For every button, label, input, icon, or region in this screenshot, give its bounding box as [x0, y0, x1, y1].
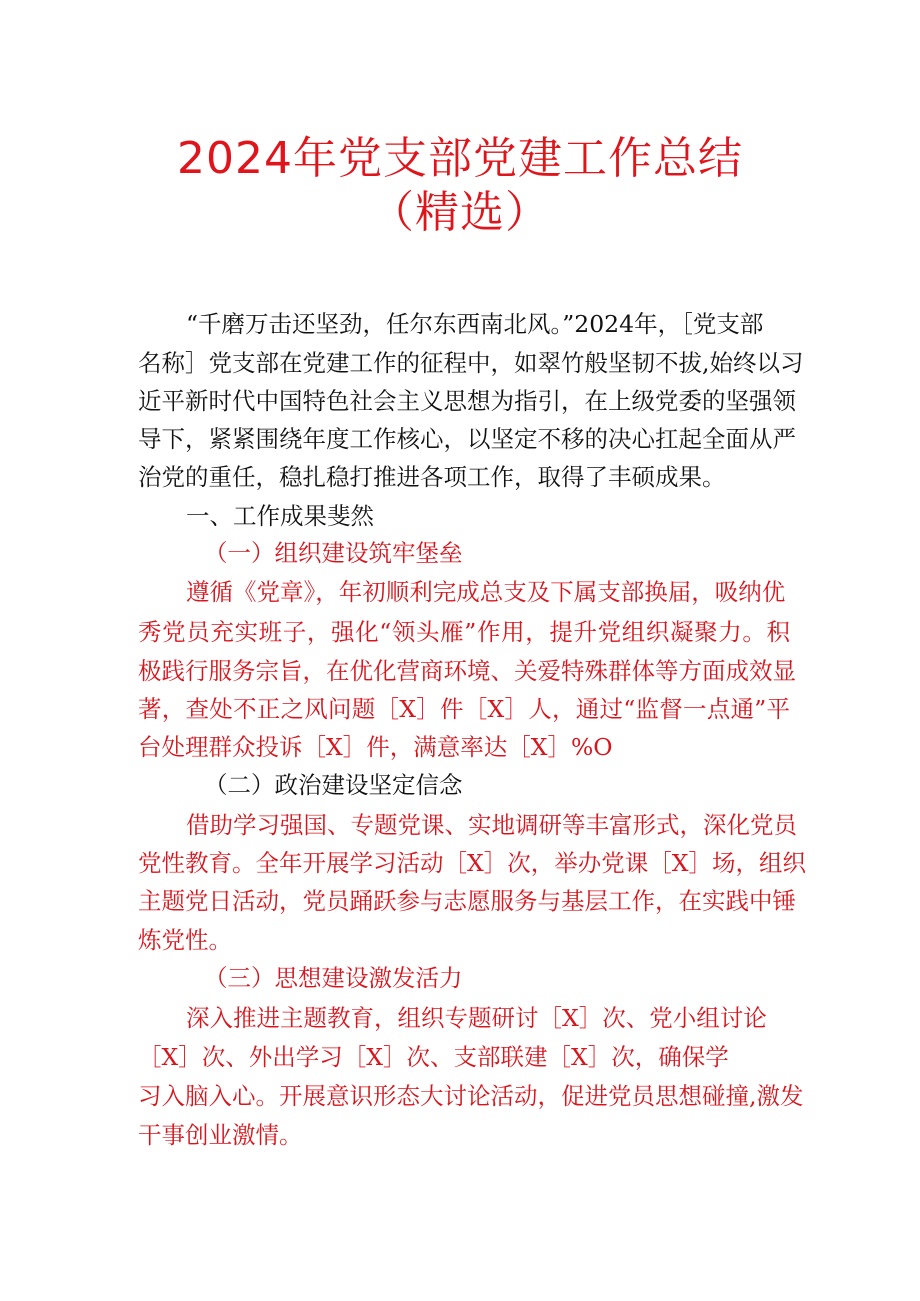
sub1-line-5: 台处理群众投诉［X］件，满意率达［X］%O — [138, 733, 613, 761]
sub3-line-4: 干事创业激情。 — [138, 1121, 303, 1149]
section-heading-1: 一、工作成果斐然 — [186, 502, 374, 530]
intro-line-5: 治党的重任，稳扎稳打推进各项工作，取得了丰硕成果。 — [138, 463, 726, 491]
sub3-line-2: ［X］次、外出学习［X］次、支部联建［X］次，确保学 — [138, 1043, 729, 1071]
sub2-line-4: 炼党性。 — [138, 926, 232, 954]
sub2-line-1: 借助学习强国、专题党课、实地调研等丰富形式，深化党员 — [186, 811, 797, 839]
sub2-line-3: 主题党日活动，党员踊跃参与志愿服务与基层工作，在实践中锤 — [138, 887, 796, 915]
subsection-heading-3: （三）思想建设激发活力 — [204, 964, 463, 992]
sub1-line-3: 极践行服务宗旨，在优化营商环境、关爱特殊群体等方面成效显 — [138, 657, 796, 685]
sub1-line-2: 秀党员充实班子，强化“领头雁”作用，提升党组织凝聚力。积 — [138, 618, 790, 646]
sub3-line-3: 习入脑入心。开展意识形态大讨论活动，促进党员思想碰撞,激发 — [138, 1082, 804, 1110]
intro-line-2: 名称］党支部在党建工作的征程中，如翠竹般坚韧不拔,始终以习 — [138, 349, 804, 377]
subsection-heading-1: （一）组织建设筑牢堡垒 — [204, 539, 463, 567]
intro-line-3: 近平新时代中国特色社会主义思想为指引，在上级党委的坚强领 — [138, 387, 796, 415]
sub3-line-1: 深入推进主题教育，组织专题研讨［X］次、党小组讨论 — [186, 1004, 767, 1032]
sub2-line-2: 党性教育。全年开展学习活动［X］次，举办党课［X］场，组织 — [138, 849, 806, 877]
intro-line-1: “千磨万击还坚劲，任尔东西南北风。”2024年，［党支部 — [186, 310, 764, 338]
subsection-heading-2: （二）政治建设坚定信念 — [204, 771, 463, 799]
sub1-line-1: 遵循《党章》，年初顺利完成总支及下属支部换届，吸纳优 — [186, 578, 786, 606]
document-title: 2024年党支部党建工作总结 — [177, 133, 743, 184]
document-subtitle: （精选） — [370, 187, 550, 238]
sub1-line-4: 著，查处不正之风问题［X］件［X］人，通过“监督一点通”平 — [138, 695, 790, 723]
intro-line-4: 导下，紧紧围绕年度工作核心，以坚定不移的决心扛起全面从严 — [138, 425, 796, 453]
